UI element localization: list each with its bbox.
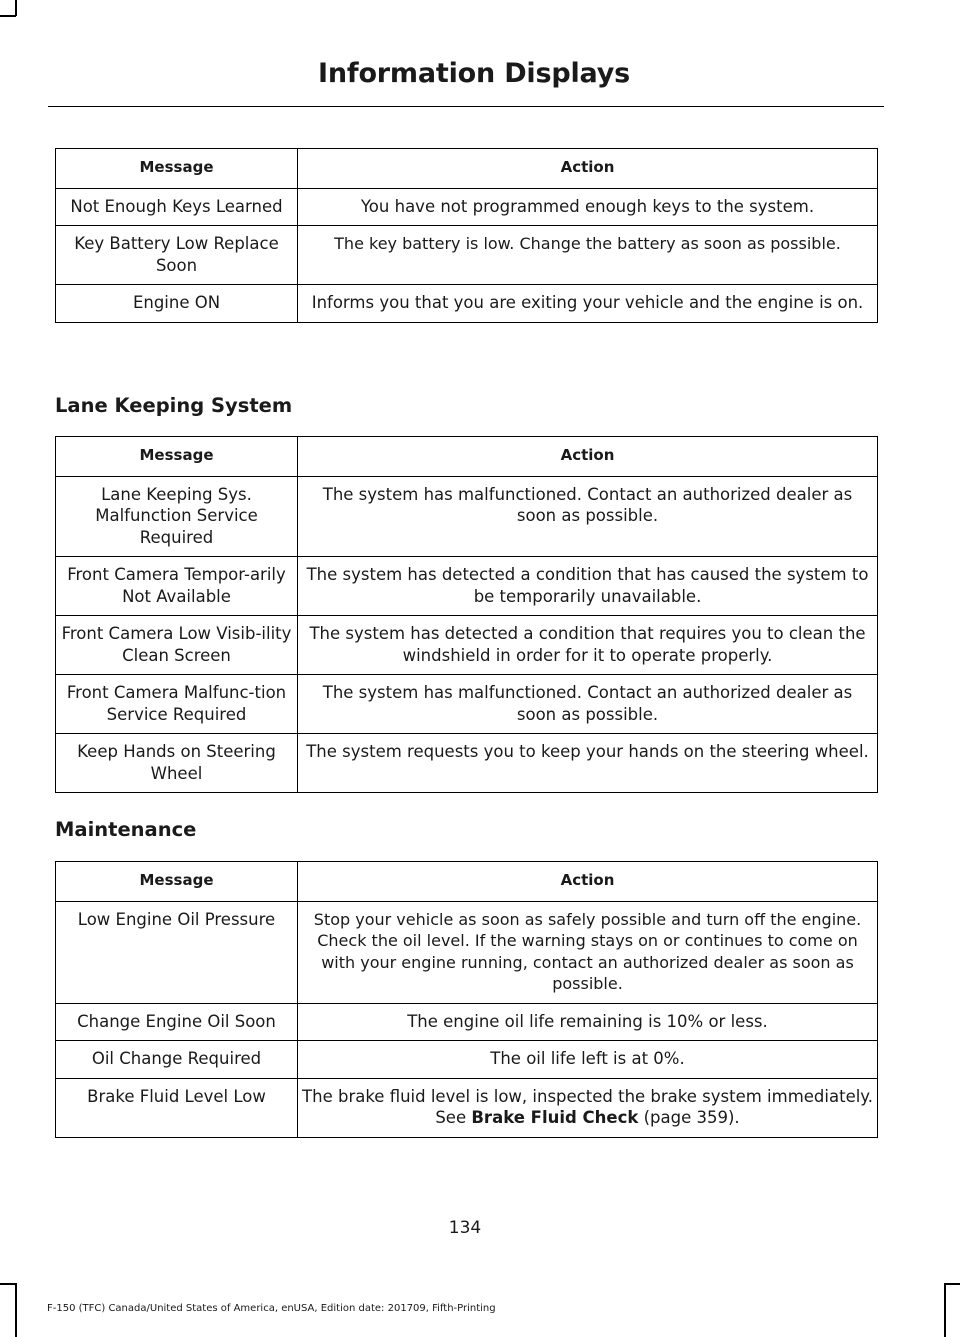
table-row bbox=[56, 675, 878, 734]
action-cell: The key battery is low. Change the battery as soon as possible. bbox=[298, 226, 878, 285]
title-divider bbox=[48, 106, 884, 107]
message-cell: Lane Keeping Sys. Malfunction Service Required bbox=[56, 476, 298, 557]
table-header-row bbox=[56, 437, 878, 477]
column-header-message: Message bbox=[56, 149, 298, 189]
message-cell: Key Battery Low Replace Soon bbox=[56, 226, 298, 285]
message-cell: Oil Change Required bbox=[56, 1041, 298, 1079]
table-row bbox=[56, 285, 878, 323]
action-cell: The engine oil life remaining is 10% or less. bbox=[298, 1003, 878, 1041]
action-cell: Informs you that you are exiting your vehicle and the engine is on. bbox=[298, 285, 878, 323]
table-row bbox=[56, 734, 878, 793]
action-cell: The system has malfunctioned. Contact an authorized dealer as soon as possible. bbox=[298, 476, 878, 557]
table-row bbox=[56, 557, 878, 616]
action-cell: The system requests you to keep your hands on the steering wheel. bbox=[298, 734, 878, 793]
table-row bbox=[56, 1078, 878, 1137]
action-cell: You have not programmed enough keys to the system. bbox=[298, 188, 878, 226]
section-heading-maintenance: Maintenance bbox=[55, 818, 197, 841]
message-cell: Front Camera Low Visib-ility Clean Screen bbox=[56, 616, 298, 675]
crop-mark bbox=[0, 15, 16, 17]
action-cell: The system has detected a condition that has caused the system to be temporarily unavailable. bbox=[298, 557, 878, 616]
table-row bbox=[56, 188, 878, 226]
message-cell: Brake Fluid Level Low bbox=[56, 1078, 298, 1137]
action-cell: The system has detected a condition that requires you to clean the windshield in order for it to operate properly. bbox=[298, 616, 878, 675]
column-header-action: Action bbox=[298, 437, 878, 477]
brake-fluid-check-link[interactable]: Brake Fluid Check bbox=[471, 1108, 639, 1127]
action-text: The brake fluid level is low, inspected the brake system immediately. See bbox=[302, 1086, 873, 1127]
maintenance-table bbox=[55, 861, 878, 1138]
message-cell: Change Engine Oil Soon bbox=[56, 1003, 298, 1041]
column-header-message: Message bbox=[56, 862, 298, 902]
crop-mark bbox=[944, 1283, 960, 1285]
message-cell: Not Enough Keys Learned bbox=[56, 188, 298, 226]
section-heading-lane-keeping: Lane Keeping System bbox=[55, 394, 293, 417]
table-row bbox=[56, 616, 878, 675]
crop-mark bbox=[15, 0, 17, 16]
table-row bbox=[56, 1041, 878, 1079]
message-cell: Front Camera Tempor-arily Not Available bbox=[56, 557, 298, 616]
message-cell: Low Engine Oil Pressure bbox=[56, 901, 298, 1003]
table-row bbox=[56, 901, 878, 1003]
action-cell bbox=[298, 1078, 878, 1137]
table-row bbox=[56, 1003, 878, 1041]
footer-edition-info: F-150 (TFC) Canada/United States of America, enUSA, Edition date: 201709, Fifth-Printing bbox=[47, 1303, 496, 1314]
crop-mark bbox=[15, 1283, 17, 1337]
column-header-action: Action bbox=[298, 149, 878, 189]
message-cell: Keep Hands on Steering Wheel bbox=[56, 734, 298, 793]
action-cell: The oil life left is at 0%. bbox=[298, 1041, 878, 1079]
action-cell: Stop your vehicle as soon as safely possible and turn off the engine. Check the oil level. If the warning stays on or continues to come on with your engine running, contact an authorized dealer as soon as possible. bbox=[298, 901, 878, 1003]
message-cell: Engine ON bbox=[56, 285, 298, 323]
page-number: 134 bbox=[448, 1218, 482, 1238]
keys-message-table bbox=[55, 148, 878, 323]
crop-mark bbox=[0, 1283, 16, 1285]
table-header-row bbox=[56, 149, 878, 189]
crop-mark bbox=[944, 1283, 946, 1337]
table-row bbox=[56, 226, 878, 285]
page-title: Information Displays bbox=[318, 58, 630, 89]
action-cell: The system has malfunctioned. Contact an authorized dealer as soon as possible. bbox=[298, 675, 878, 734]
page-reference: (page 359). bbox=[638, 1108, 740, 1127]
table-header-row bbox=[56, 862, 878, 902]
message-cell: Front Camera Malfunc-tion Service Required bbox=[56, 675, 298, 734]
table-row bbox=[56, 476, 878, 557]
lane-keeping-table bbox=[55, 436, 878, 793]
column-header-action: Action bbox=[298, 862, 878, 902]
column-header-message: Message bbox=[56, 437, 298, 477]
